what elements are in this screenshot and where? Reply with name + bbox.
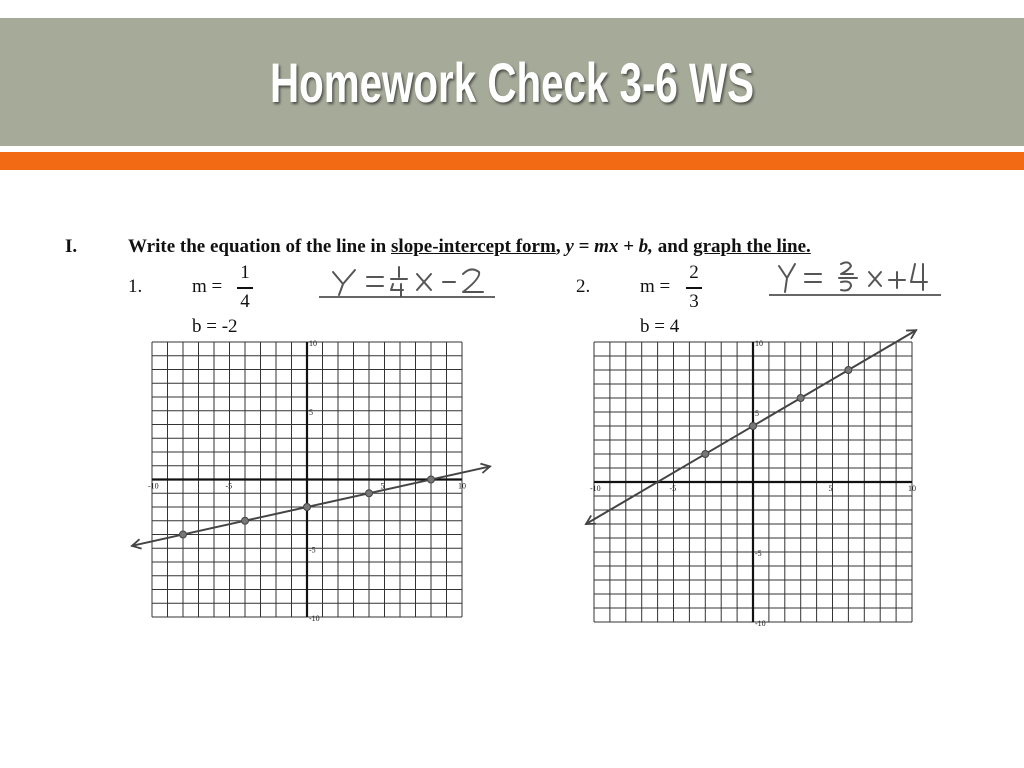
problem-2-b-label: b = 4: [640, 316, 680, 337]
plotted-point: [366, 490, 373, 497]
problem-1-graph: [130, 330, 490, 625]
instruction: [128, 236, 811, 258]
plotted-point: [304, 504, 311, 511]
problem-1-number: 1.: [128, 276, 143, 297]
instruction-and: and: [652, 236, 694, 257]
problem-1-m-denominator: 4: [240, 291, 250, 312]
problem-1-fraction-bar: [237, 287, 253, 289]
problem-2-m-label: m =: [640, 276, 671, 297]
x-tick-label: 5: [828, 484, 833, 493]
x-tick-label: -10: [148, 481, 159, 491]
y-tick-label: -10: [309, 614, 320, 623]
x-tick-label: 10: [908, 484, 916, 493]
instruction-graph: graph the line.: [693, 236, 811, 257]
plotted-point: [750, 423, 757, 430]
problem-2-number: 2.: [576, 276, 591, 297]
problem-2-graph: [580, 330, 930, 628]
problem-1-m-numerator: 1: [240, 262, 250, 283]
plotted-point: [702, 451, 709, 458]
instruction-equation: y = mx + b,: [565, 236, 653, 257]
y-tick-label: 5: [309, 407, 313, 417]
section-numeral: I.: [65, 236, 78, 257]
plotted-point: [428, 476, 435, 483]
problem-2-fraction-bar: [686, 287, 702, 289]
instruction-lead: Write the equation of the line in: [128, 236, 392, 257]
plotted-point: [242, 517, 249, 524]
x-tick-label: 10: [458, 481, 466, 491]
problem-2-m-denominator: 3: [689, 291, 699, 312]
y-tick-label: 5: [755, 409, 759, 418]
problem-2-handwritten-answer: [765, 258, 955, 300]
y-tick-label: -5: [755, 549, 762, 558]
plotted-point: [180, 531, 187, 538]
x-tick-label: -5: [669, 484, 677, 493]
title-bar: [0, 18, 1024, 146]
y-tick-label: -10: [755, 619, 766, 628]
problem-1-handwritten-answer: [315, 262, 505, 304]
slide-title: Homework Check 3-6 WS: [270, 50, 754, 114]
y-tick-label: -5: [309, 545, 316, 555]
x-tick-label: -5: [225, 481, 233, 491]
x-tick-label: -10: [590, 484, 601, 493]
problem-1-m-label: m =: [192, 276, 223, 297]
plotted-point: [797, 395, 804, 402]
y-tick-label: 10: [309, 339, 317, 348]
problem-2-m-numerator: 2: [689, 262, 699, 283]
instruction-form: slope-intercept form: [391, 236, 556, 257]
x-tick-label: 5: [380, 481, 385, 491]
problem-1-b-label: b = -2: [192, 316, 238, 337]
plotted-point: [845, 367, 852, 374]
y-tick-label: 10: [755, 339, 763, 348]
instruction-comma: ,: [555, 236, 561, 257]
accent-bar: [0, 152, 1024, 170]
